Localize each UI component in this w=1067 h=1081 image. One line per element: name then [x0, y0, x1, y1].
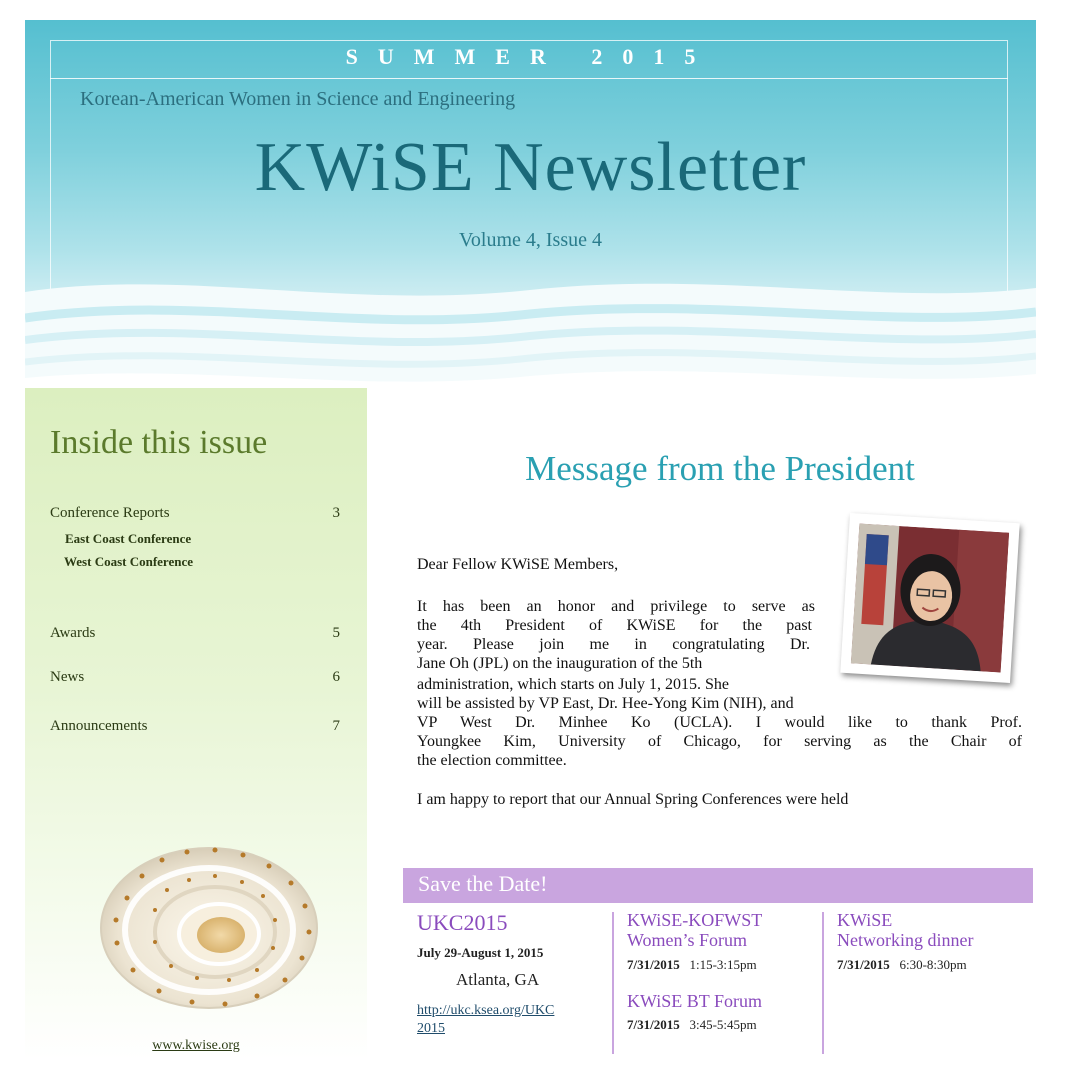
column-divider — [822, 912, 824, 1054]
website-link[interactable]: www.kwise.org — [152, 1038, 240, 1053]
toc-item-page: 6 — [332, 669, 340, 685]
forum-event-name — [627, 910, 762, 950]
newsletter-title: KWiSE Newsletter — [254, 129, 807, 206]
ukc-event-location: Atlanta, GA — [456, 970, 540, 989]
toc-subitem-east-coast[interactable]: East Coast Conference — [65, 531, 192, 546]
message-line: administration, which starts on July 1, 2015. She — [417, 676, 729, 693]
ukc-event-link[interactable] — [417, 1002, 554, 1038]
toc-item-conference-reports[interactable] — [50, 505, 340, 522]
forum-event-date: 7/31/2015 — [627, 957, 680, 972]
sidebar — [25, 388, 367, 1060]
president-photo — [851, 524, 1009, 673]
forum-name-line: KWiSE-KOFWST — [627, 910, 763, 930]
dinner-name-line: KWiSE — [837, 910, 893, 930]
volume-issue: Volume 4, Issue 4 — [459, 229, 602, 251]
bt-forum-event-date: 7/31/2015 — [627, 1017, 680, 1032]
dinner-name-line: Networking dinner — [837, 930, 974, 950]
ukc-link-line: 2015 — [417, 1021, 445, 1036]
ukc-event-name: UKC2015 — [417, 910, 508, 935]
dinner-event-datetime — [837, 957, 967, 973]
toc-item-label: Announcements — [50, 718, 148, 734]
forum-name-line: Women’s Forum — [627, 930, 748, 950]
toc-subitem-west-coast[interactable]: West Coast Conference — [64, 554, 194, 569]
dinner-event-date: 7/31/2015 — [837, 957, 890, 972]
message-title: Message from the President — [525, 449, 915, 488]
toc-item-page: 3 — [332, 505, 340, 521]
waves-decoration — [25, 270, 1036, 390]
toc-item-label: Awards — [50, 625, 96, 641]
toc-item-page: 7 — [332, 718, 340, 734]
message-line: Jane Oh (JPL) on the inauguration of the 5th — [417, 655, 703, 672]
save-the-date-title: Save the Date! — [418, 871, 548, 896]
toc-item-announcements[interactable] — [50, 718, 340, 735]
message-line: I am happy to report that our Annual Spring Conferences were held — [417, 791, 849, 808]
dinner-event-name — [837, 910, 973, 950]
toc-item-news[interactable] — [50, 669, 340, 686]
dinner-event-time: 6:30-8:30pm — [899, 957, 967, 972]
season-label: SUMMER 2015 — [345, 44, 716, 69]
bt-forum-event-time: 3:45-5:45pm — [689, 1017, 757, 1032]
message-line: the 4th President of KWiSE for the past — [417, 617, 812, 634]
message-salutation: Dear Fellow KWiSE Members, — [417, 556, 619, 573]
toc-item-page: 5 — [332, 625, 340, 641]
message-line: It has been an honor and privilege to serve as — [417, 598, 815, 615]
newsletter-header — [25, 20, 1036, 390]
president-photo-frame — [840, 513, 1019, 683]
message-line: VP West Dr. Minhee Ko (UCLA). I would like to thank Prof. — [417, 714, 1022, 731]
forum-event-datetime — [627, 957, 757, 973]
sidebar-title: Inside this issue — [50, 424, 268, 461]
message-line: the election committee. — [417, 752, 567, 769]
ukc-link-line: http://ukc.ksea.org/UKC — [417, 1003, 555, 1018]
save-the-date-banner — [403, 868, 1033, 903]
column-divider — [612, 912, 614, 1054]
toc-item-awards[interactable] — [50, 625, 340, 642]
bt-forum-event-datetime — [627, 1017, 757, 1033]
organization-name: Korean-American Women in Science and Engineering — [80, 88, 516, 110]
bt-forum-event-name: KWiSE BT Forum — [627, 991, 762, 1011]
message-line: Youngkee Kim, University of Chicago, for serving as the Chair of — [417, 733, 1022, 750]
seashell-image — [97, 828, 327, 1018]
message-line: year. Please join me in congratulating Dr. — [417, 636, 810, 653]
forum-event-time: 1:15-3:15pm — [689, 957, 757, 972]
toc-item-label: Conference Reports — [50, 505, 170, 521]
toc-item-label: News — [50, 669, 85, 685]
header-rule — [50, 78, 1008, 79]
ukc-event-dates: July 29-August 1, 2015 — [417, 945, 544, 960]
message-line: will be assisted by VP East, Dr. Hee-Yong Kim (NIH), and — [417, 695, 794, 712]
